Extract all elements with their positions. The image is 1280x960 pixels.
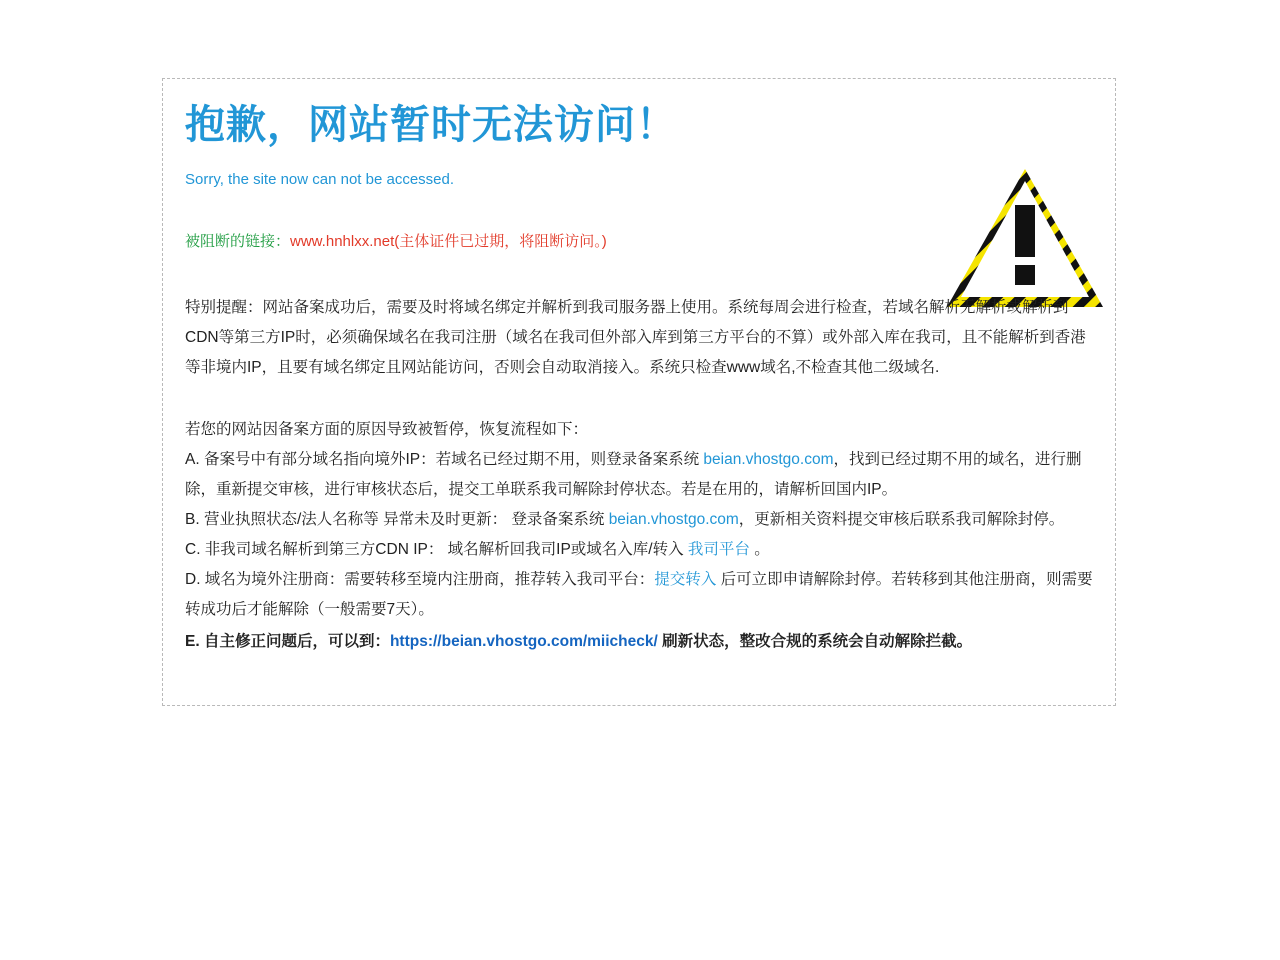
recovery-step — [185, 565, 1093, 625]
page-subtitle: Sorry, the site now can not be accessed. — [185, 171, 455, 188]
blocked-link-line — [185, 231, 1093, 253]
step-text-pre: B. 营业执照状态/法人名称等 异常未及时更新： 登录备案系统 — [185, 511, 609, 528]
step-link-our-platform[interactable]: 我司平台 — [687, 541, 750, 558]
step-link-beian-system[interactable]: beian.vhostgo.com — [703, 451, 834, 468]
recovery-step-final — [185, 627, 1093, 657]
notice-panel — [162, 78, 1116, 706]
step-link-transfer-in[interactable]: 提交转入 — [654, 571, 717, 588]
page-title: 抱歉，网站暂时无法访问！ — [185, 103, 677, 147]
step-text-post: 刷新状态，整改合规的系统会自动解除拦截。 — [657, 633, 973, 650]
blocked-url: www.hnhlxx.net(主体证件已过期，将阻断访问。) — [290, 233, 607, 250]
step-text-pre: C. 非我司域名解析到第三方CDN IP： 域名解析回我司IP或域名入库/转入 — [185, 541, 688, 558]
blocked-label: 被阻断的链接： — [185, 233, 291, 250]
step-text-post: 。 — [749, 541, 770, 558]
recovery-steps — [185, 445, 1093, 657]
special-notice: 特别提醒：网站备案成功后，需要及时将域名绑定并解析到我司服务器上使用。系统每周会进行检查，若域名解析无解析或解析到CDN等第三方IP时，必须确保域名在我司注册（域名在我司但外部入库到第三方平台的不算）或外部入库在我司，且不能解析到香港等非境内IP，且要有域名绑定且网站能访问，否则会自动取消接入。系统只检查www域名,不检查其他二级域名. — [185, 299, 1086, 376]
recovery-intro: 若您的网站因备案方面的原因导致被暂停，恢复流程如下： — [185, 421, 589, 438]
notice-content — [185, 99, 1093, 657]
step-text-post: ，更新相关资料提交审核后联系我司解除封停。 — [738, 511, 1065, 528]
step-link-beian-system[interactable]: beian.vhostgo.com — [608, 511, 739, 528]
recovery-step — [185, 535, 1093, 565]
step-text-pre: D. 域名为境外注册商：需要转移至境内注册商，推荐转入我司平台： — [185, 571, 655, 588]
step-link-miicheck[interactable]: https://beian.vhostgo.com/miicheck/ — [389, 633, 658, 650]
recovery-step — [185, 445, 1093, 505]
step-text-pre: E. 自主修正问题后，可以到： — [185, 633, 390, 650]
step-text-post: 后可立即申请解除封停。若转移到其他注册商，则需要转成功后才能解除（一般需要7天）。 — [185, 571, 1093, 618]
step-text-pre: A. 备案号中有部分域名指向境外IP：若域名已经过期不用，则登录备案系统 — [185, 451, 704, 468]
step-text-post: ，找到已经过期不用的域名，进行删除，重新提交审核，进行审核状态后，提交工单联系我司解除封停状态。若是在用的，请解析回国内IP。 — [185, 451, 1082, 498]
recovery-step — [185, 505, 1093, 535]
